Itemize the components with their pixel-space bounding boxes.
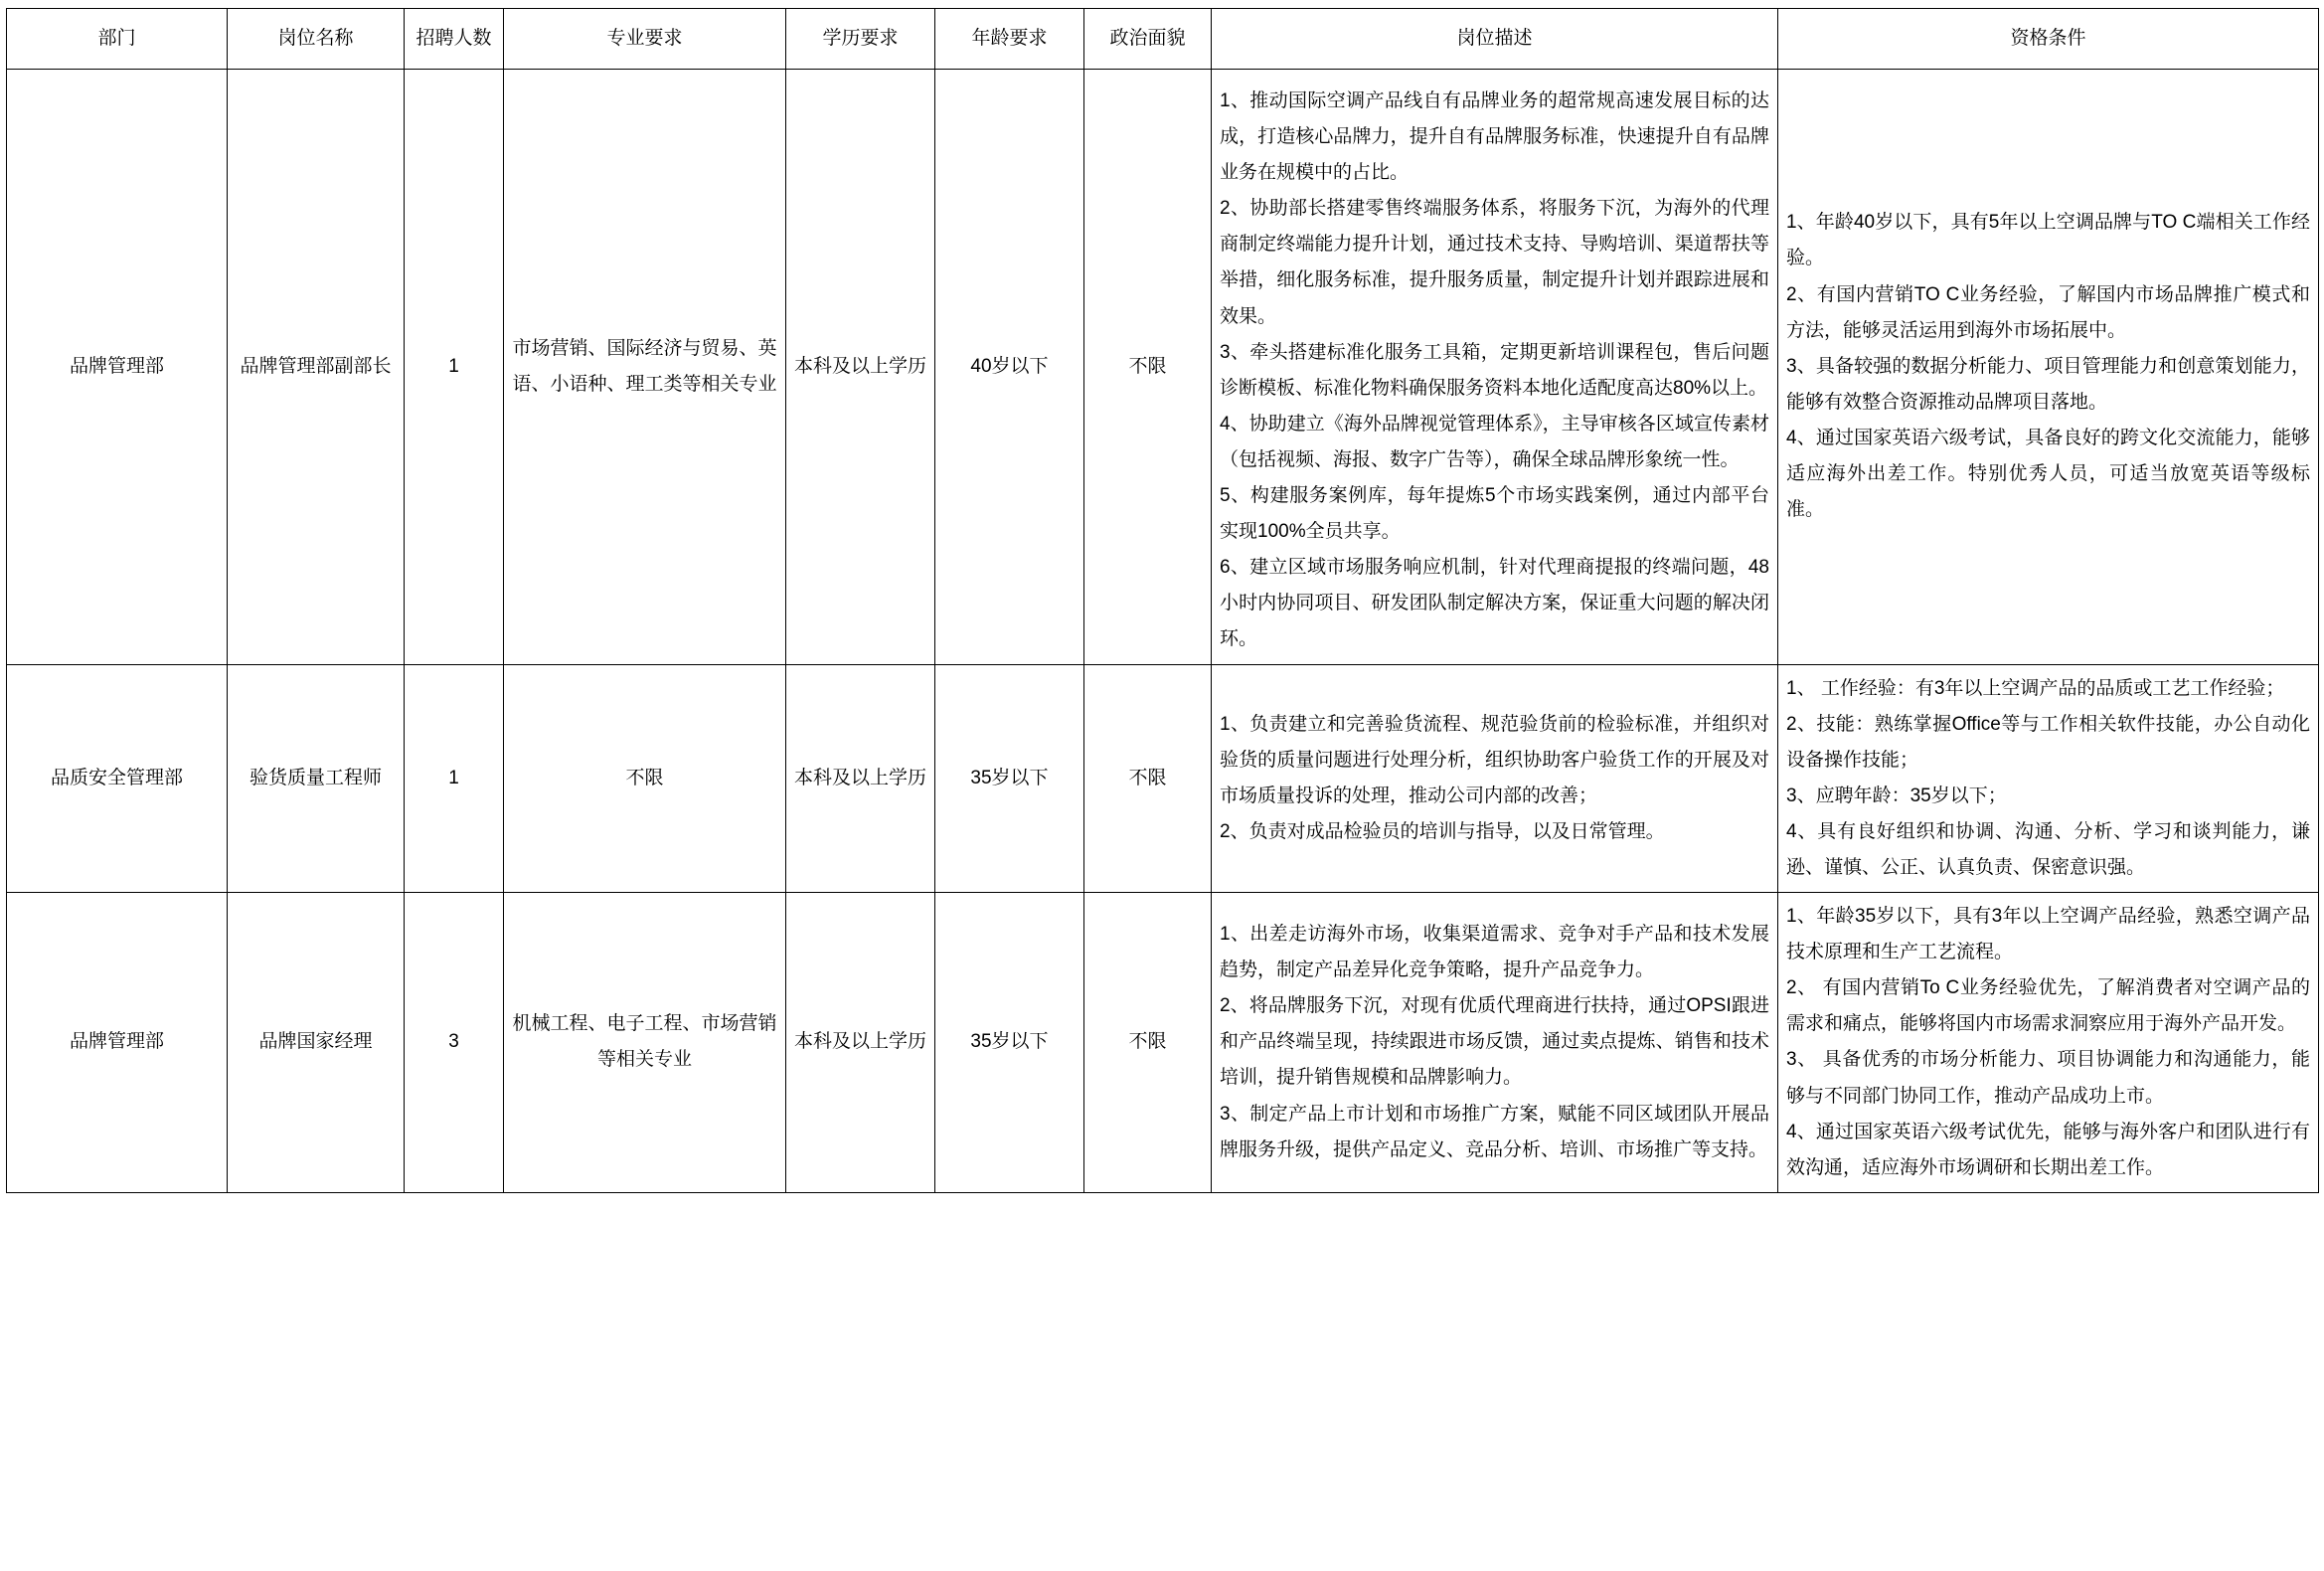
cell-age: 40岁以下 [935, 70, 1084, 665]
column-header-position-title: 岗位名称 [228, 9, 405, 70]
table-header [7, 9, 2319, 70]
cell-major: 机械工程、电子工程、市场营销等相关专业 [504, 893, 786, 1193]
table-row [7, 893, 2319, 1193]
cell-position-title: 验货质量工程师 [228, 664, 405, 893]
description-item: 1、推动国际空调产品线自有品牌业务的超常规高速发展目标的达成，打造核心品牌力，提升自有品牌服务标准，快速提升自有品牌业务在规模中的占比。 [1220, 90, 1769, 184]
column-header-qualifications: 资格条件 [1778, 9, 2319, 70]
qualification-item: 3、应聘年龄：35岁以下； [1786, 785, 2007, 806]
cell-education: 本科及以上学历 [786, 70, 935, 665]
cell-political-status: 不限 [1084, 893, 1212, 1193]
job-positions-table [6, 8, 2319, 1193]
table-row [7, 70, 2319, 665]
cell-political-status: 不限 [1084, 664, 1212, 893]
column-header-age: 年龄要求 [935, 9, 1084, 70]
qualification-item: 4、具有良好组织和协调、沟通、分析、学习和谈判能力，谦逊、谨慎、公正、认真负责、保密意识强。 [1786, 820, 2310, 878]
description-item: 3、制定产品上市计划和市场推广方案，赋能不同区域团队开展品牌服务升级，提供产品定义、竞品分析、培训、市场推广等支持。 [1220, 1103, 1769, 1160]
description-item: 2、负责对成品检验员的培训与指导，以及日常管理。 [1220, 820, 1665, 842]
qualification-item: 4、通过国家英语六级考试优先，能够与海外客户和团队进行有效沟通，适应海外市场调研和长期出差工作。 [1786, 1121, 2310, 1178]
cell-position-title: 品牌国家经理 [228, 893, 405, 1193]
column-header-education: 学历要求 [786, 9, 935, 70]
cell-job-description [1212, 70, 1778, 665]
qualification-item: 1、年龄40岁以下，具有5年以上空调品牌与TO C端相关工作经验。 [1786, 212, 2310, 269]
cell-age: 35岁以下 [935, 664, 1084, 893]
table-header-row [7, 9, 2319, 70]
cell-headcount: 1 [405, 70, 504, 665]
cell-department: 品牌管理部 [7, 893, 228, 1193]
column-header-department: 部门 [7, 9, 228, 70]
cell-major: 不限 [504, 664, 786, 893]
cell-qualifications [1778, 70, 2319, 665]
cell-department: 品牌管理部 [7, 70, 228, 665]
qualification-item: 2、 有国内营销To C业务经验优先，了解消费者对空调产品的需求和痛点，能够将国内市场需求洞察应用于海外产品开发。 [1786, 977, 2310, 1035]
cell-position-title: 品牌管理部副部长 [228, 70, 405, 665]
cell-major: 市场营销、国际经济与贸易、英语、小语种、理工类等相关专业 [504, 70, 786, 665]
qualification-item: 4、通过国家英语六级考试，具备良好的跨文化交流能力，能够适应海外出差工作。特别优秀人员，可适当放宽英语等级标准。 [1786, 427, 2310, 521]
description-item: 1、出差走访海外市场，收集渠道需求、竞争对手产品和技术发展趋势，制定产品差异化竞争策略，提升产品竞争力。 [1220, 924, 1769, 981]
cell-job-description [1212, 893, 1778, 1193]
table-row [7, 664, 2319, 893]
cell-department: 品质安全管理部 [7, 664, 228, 893]
cell-education: 本科及以上学历 [786, 664, 935, 893]
column-header-job-description: 岗位描述 [1212, 9, 1778, 70]
description-item: 1、负责建立和完善验货流程、规范验货前的检验标准，并组织对验货的质量问题进行处理分析，组织协助客户验货工作的开展及对市场质量投诉的处理，推动公司内部的改善； [1220, 713, 1769, 806]
cell-qualifications [1778, 664, 2319, 893]
description-item: 2、协助部长搭建零售终端服务体系，将服务下沉，为海外的代理商制定终端能力提升计划，通过技术支持、导购培训、渠道帮扶等举措，细化服务标准，提升服务质量，制定提升计划并跟踪进展和效果。 [1220, 198, 1769, 327]
qualification-item: 1、 工作经验：有3年以上空调产品的品质或工艺工作经验； [1786, 677, 2285, 699]
description-item: 3、牵头搭建标准化服务工具箱，定期更新培训课程包，售后问题诊断模板、标准化物料确保服务资料本地化适配度高达80%以上。 [1220, 341, 1769, 399]
qualification-item: 2、有国内营销TO C业务经验，了解国内市场品牌推广模式和方法，能够灵活运用到海外市场拓展中。 [1786, 283, 2310, 341]
qualification-item: 3、具备较强的数据分析能力、项目管理能力和创意策划能力，能够有效整合资源推动品牌项目落地。 [1786, 355, 2310, 413]
description-item: 4、协助建立《海外品牌视觉管理体系》，主导审核各区域宣传素材（包括视频、海报、数字广告等），确保全球品牌形象统一性。 [1220, 413, 1769, 470]
cell-job-description [1212, 664, 1778, 893]
column-header-political-status: 政治面貌 [1084, 9, 1212, 70]
description-item: 5、构建服务案例库，每年提炼5个市场实践案例，通过内部平台实现100%全员共享。 [1220, 485, 1769, 543]
cell-headcount: 3 [405, 893, 504, 1193]
cell-political-status: 不限 [1084, 70, 1212, 665]
column-header-major: 专业要求 [504, 9, 786, 70]
qualification-item: 1、年龄35岁以下，具有3年以上空调产品经验，熟悉空调产品技术原理和生产工艺流程。 [1786, 906, 2310, 963]
description-item: 6、建立区域市场服务响应机制，针对代理商提报的终端问题，48小时内协同项目、研发团队制定解决方案，保证重大问题的解决闭环。 [1220, 557, 1769, 650]
qualification-item: 2、技能：熟练掌握Office等与工作相关软件技能，办公自动化设备操作技能； [1786, 713, 2310, 771]
column-header-headcount: 招聘人数 [405, 9, 504, 70]
cell-education: 本科及以上学历 [786, 893, 935, 1193]
table-body [7, 70, 2319, 1193]
description-item: 2、将品牌服务下沉，对现有优质代理商进行扶持，通过OPSI跟进和产品终端呈现，持续跟进市场反馈，通过卖点提炼、销售和技术培训，提升销售规模和品牌影响力。 [1220, 995, 1769, 1089]
qualification-item: 3、 具备优秀的市场分析能力、项目协调能力和沟通能力，能够与不同部门协同工作，推动产品成功上市。 [1786, 1049, 2310, 1107]
cell-qualifications [1778, 893, 2319, 1193]
cell-age: 35岁以下 [935, 893, 1084, 1193]
cell-headcount: 1 [405, 664, 504, 893]
